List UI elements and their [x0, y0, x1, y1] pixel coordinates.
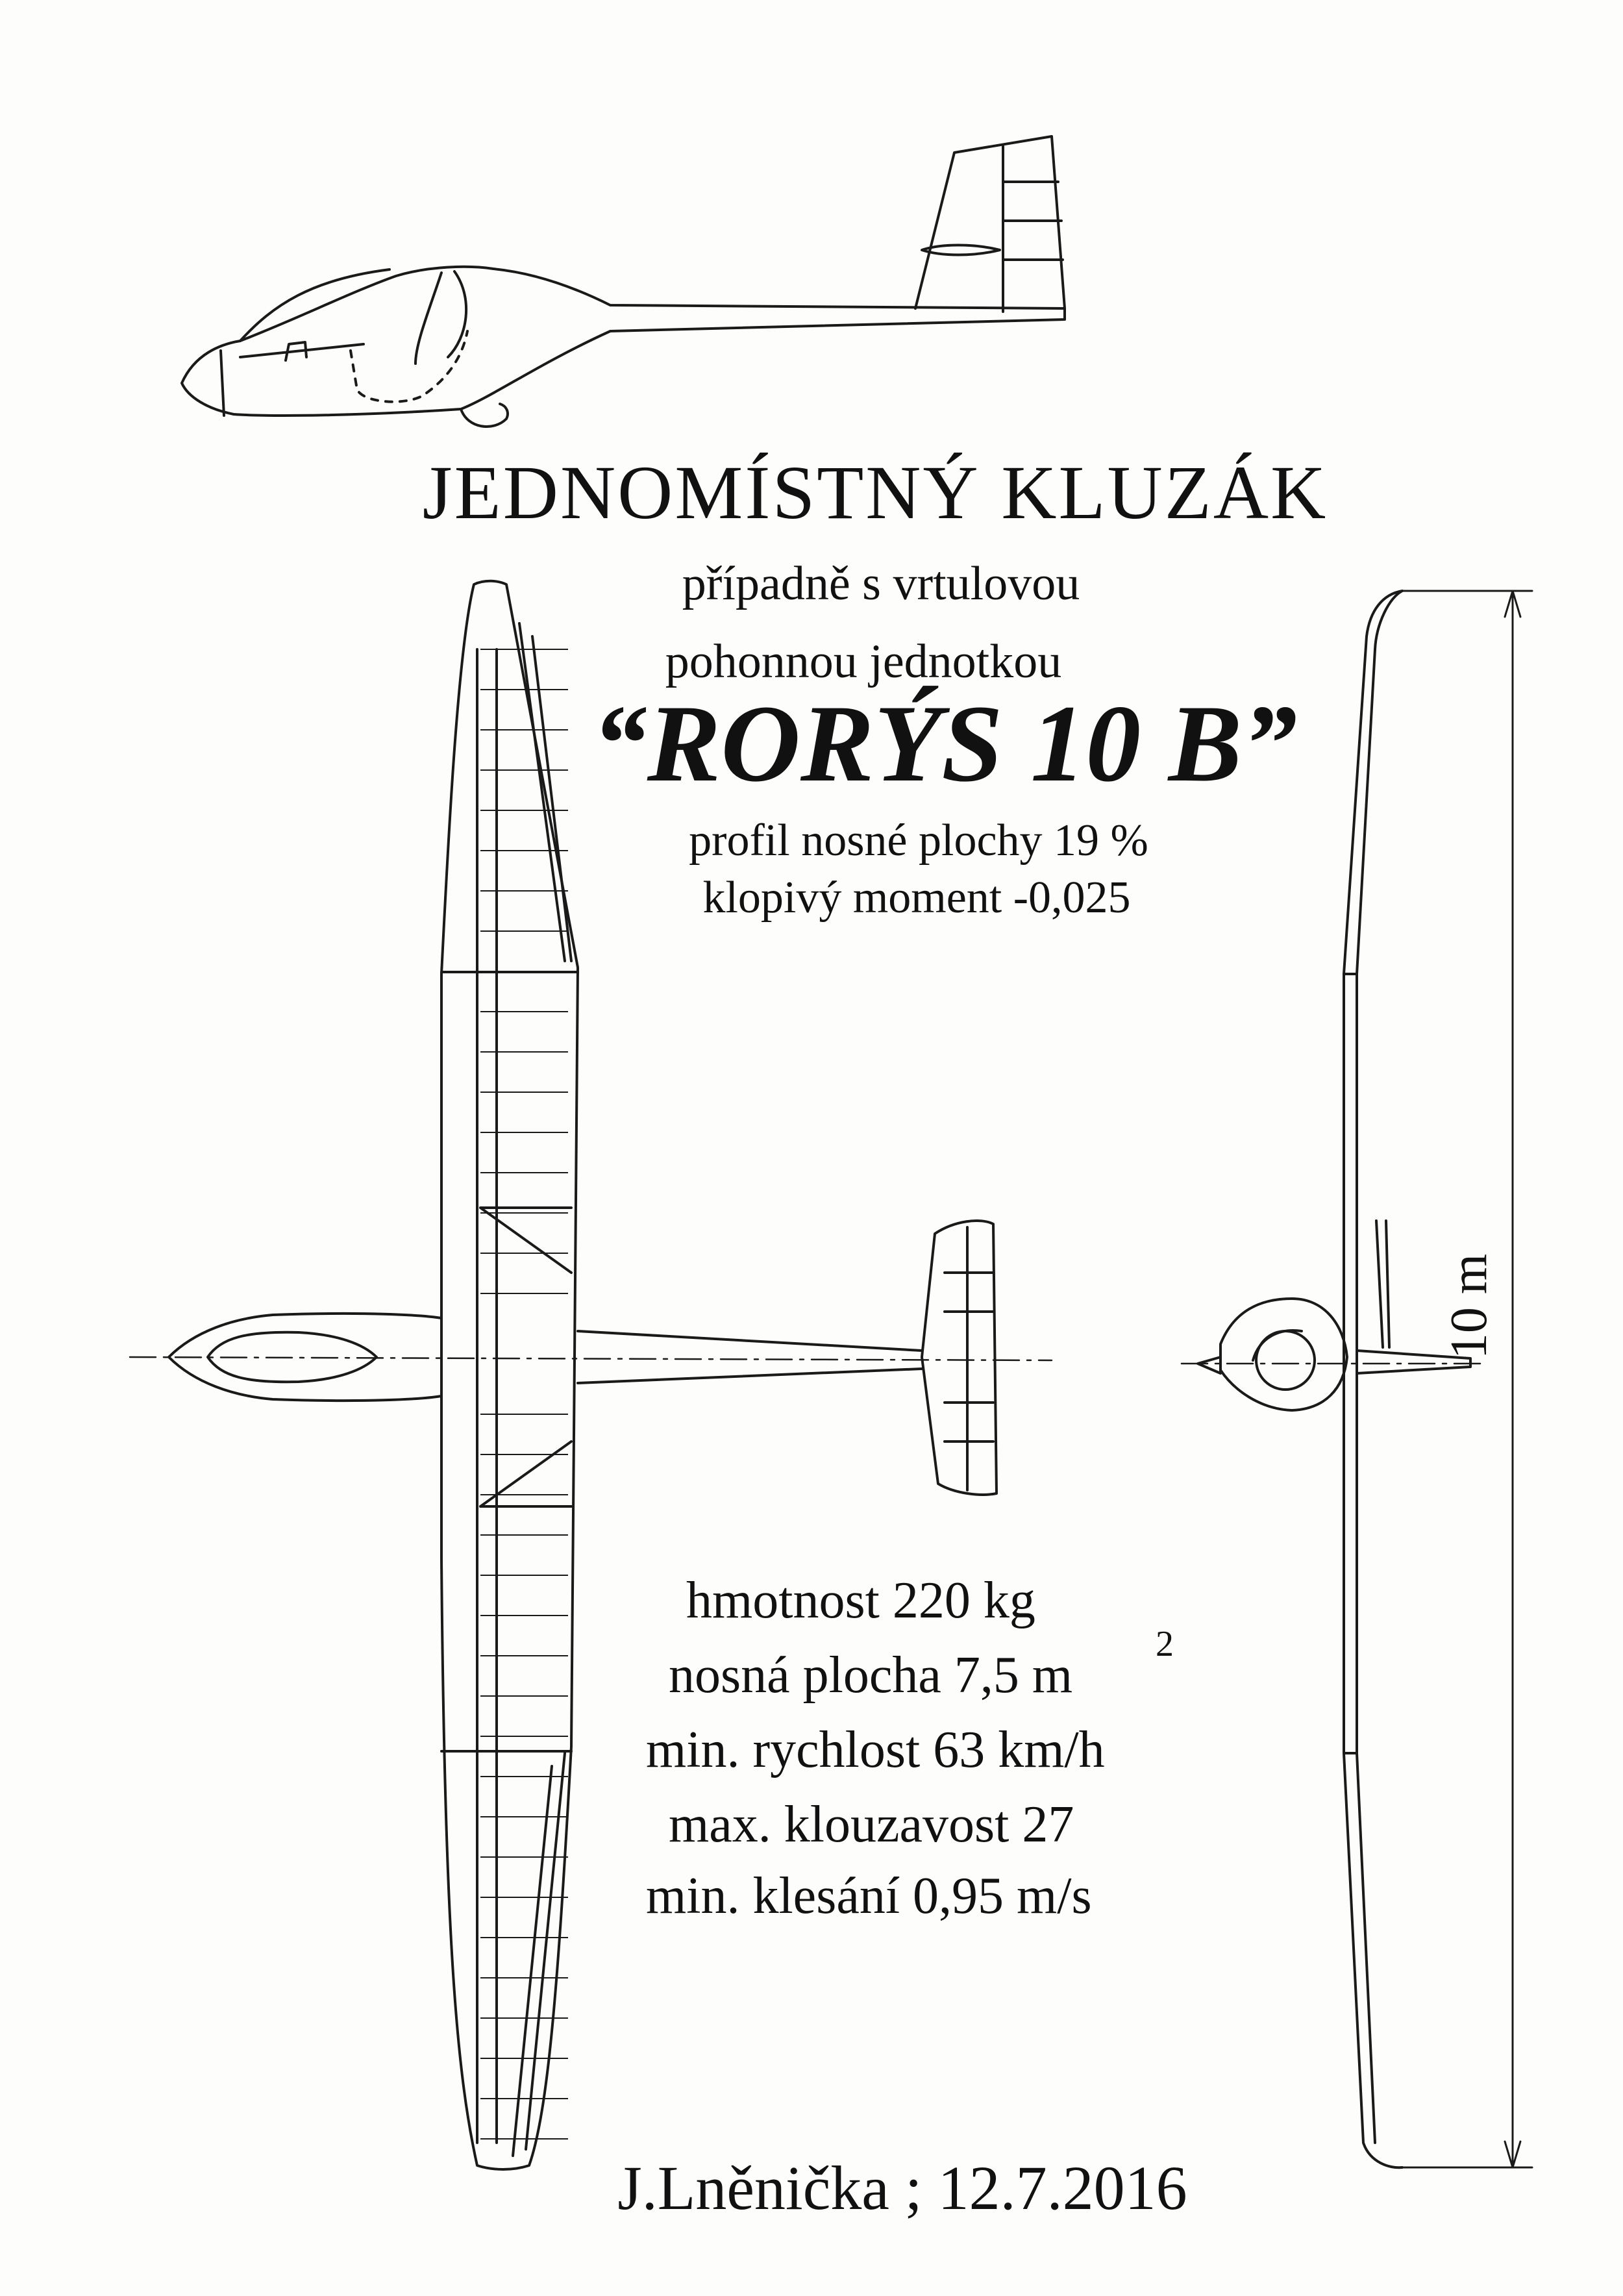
front-nose: [1198, 1357, 1220, 1373]
pitching-moment-text: klopivý moment -0,025: [702, 873, 1131, 923]
top-elevator-lines: [945, 1227, 993, 1490]
spec-mass: hmotnost 220 kg: [686, 1572, 1035, 1629]
side-canopy: [240, 269, 466, 364]
front-fuselage: [1220, 1299, 1347, 1410]
spec-min-sink: min. klesání 0,95 m/s: [646, 1867, 1092, 1925]
page-title: JEDNOMÍSTNÝ KLUZÁK: [422, 450, 1328, 535]
wing-profile-text: profil nosné plochy 19 %: [689, 816, 1148, 866]
front-canopy-arc: [1253, 1330, 1302, 1360]
top-wing-spars: [477, 649, 497, 2143]
span-dimension-label: 10 m: [1441, 1253, 1498, 1360]
subtitle-line-1: případně s vrtulovou: [682, 557, 1080, 610]
top-wing-outline: [441, 581, 578, 2169]
front-view: [1182, 591, 1480, 2167]
top-wing-ribs: [480, 649, 568, 2139]
spec-wing-area: nosná plocha 7,5 m: [669, 1647, 1073, 1704]
top-tailplane: [922, 1221, 997, 1495]
subtitle-line-2: pohonnou jednotkou: [665, 635, 1062, 688]
spec-wing-area-exponent: 2: [1156, 1624, 1174, 1664]
side-nose-line: [221, 351, 224, 416]
side-seat-dashed: [351, 331, 467, 402]
span-dimension-line: [1402, 591, 1532, 2167]
model-name: “RORÝS 10 B”: [591, 682, 1298, 805]
top-centerline: [130, 1357, 1052, 1360]
spec-max-glide: max. klouzavost 27: [669, 1796, 1074, 1853]
front-wing: [1344, 591, 1402, 2167]
side-cockpit-lines: [240, 342, 364, 360]
top-wing-panel-lines: [441, 972, 578, 1751]
author-date: J.Lněnička ; 12.7.2016: [617, 2153, 1187, 2223]
side-fin: [915, 136, 1065, 308]
side-stabilizer: [922, 245, 1000, 255]
side-view: [182, 136, 1065, 427]
top-airbrake-lower: [480, 1441, 571, 1506]
front-fin: [1376, 1221, 1389, 1347]
spec-min-speed: min. rychlost 63 km/h: [646, 1721, 1105, 1778]
top-airbrake-upper: [480, 1208, 571, 1273]
